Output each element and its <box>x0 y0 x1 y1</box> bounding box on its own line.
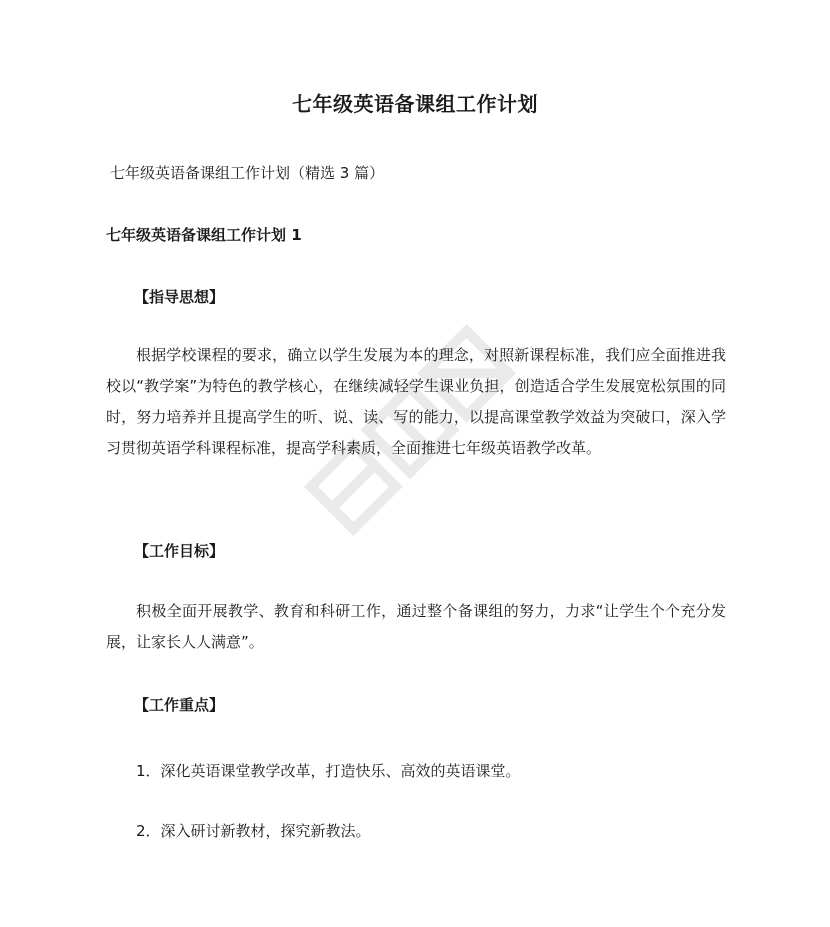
document-subtitle: 七年级英语备课组工作计划（精选 3 篇） <box>110 164 385 182</box>
list-item: 2．深入研讨新教材，探究新教法。 <box>136 822 371 840</box>
guiding-paragraph: 根据学校课程的要求，确立以学生发展为本的理念，对照新课程标准，我们应全面推进我校以“教学案”为特色的教学核心，在继续减轻学生课业负担，创造适合学生发展宽松氛围的同时，努力培养并且提高学生的听、说、读、写的能力，以提高课堂教学效益为突破口，深入学习贯彻英语学科课程标准，提高学科素质，全面推进七年级英语教学改革。 <box>106 346 726 457</box>
list-item: 1．深化英语课堂教学改革，打造快乐、高效的英语课堂。 <box>136 762 521 780</box>
page-title: 七年级英语备课组工作计划 <box>292 92 538 116</box>
goal-paragraph: 积极全面开展教学、教育和科研工作，通过整个备课组的努力，力求“让学生个个充分发展，让家长人人满意”。 <box>106 602 726 651</box>
focus-heading: 【工作重点】 <box>134 696 225 714</box>
section-heading: 七年级英语备课组工作计划 1 <box>106 226 302 244</box>
goal-heading: 【工作目标】 <box>134 542 225 560</box>
guiding-heading: 【指导思想】 <box>134 288 225 306</box>
